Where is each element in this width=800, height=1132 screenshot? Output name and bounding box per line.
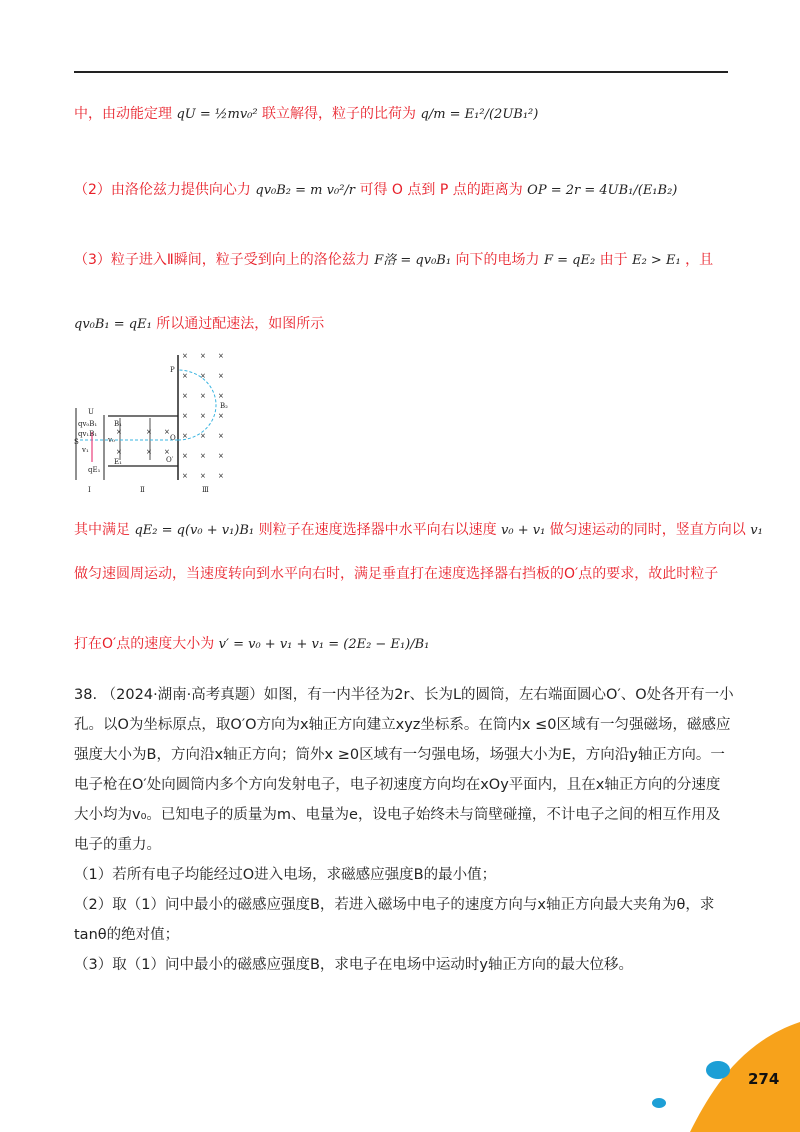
line3-eq2: F = qE₂ bbox=[543, 253, 596, 268]
solution-line-1 bbox=[74, 104, 538, 125]
svg-text:×: × bbox=[146, 428, 152, 436]
line2-eq1: qv₀B₂ = m v₀²/r bbox=[255, 183, 355, 198]
svg-text:×: × bbox=[218, 412, 224, 420]
fig-label-S: S bbox=[74, 438, 79, 446]
svg-text:×: × bbox=[164, 428, 170, 436]
question-stem: 38. （2024·湖南·高考真题）如图，有一内半径为2r、长为L的圆筒，左右端面圆心O′、O处各开有一小孔。以O为坐标原点，取O′O方向为x轴正方向建立xyz坐标系。在筒内x ≤0区域有一匀强磁场，磁感应强度大小为B，方向沿x轴正方向；筒外x ≥0区域有一匀强电场，场强大小为E，方向沿y轴正方向。一电子枪在O′处向圆筒内多个方向发射电子，电子初速度方向均在xOy平面内，且在x轴正方向的分速度大小均为v₀。已知电子的质量为m、电量为e，设电子始终未与筒壁碰撞，不计电子之间的相互作用及电子的重力。 bbox=[74, 687, 734, 853]
svg-text:×: × bbox=[200, 472, 206, 480]
velocity-selector-figure bbox=[74, 350, 244, 495]
line2-eq2: OP = 2r = 4UB₁/(E₁B₂) bbox=[527, 183, 678, 198]
svg-text:×: × bbox=[218, 352, 224, 360]
line1-eq2: q/m = E₁²/(2UB₁²) bbox=[420, 107, 539, 122]
line2-mid: 可得 O 点到 P 点的距离为 bbox=[359, 182, 523, 198]
line1-eq1: qU = ½mv₀² bbox=[176, 107, 258, 122]
svg-text:×: × bbox=[200, 372, 206, 380]
line7-prefix: 打在O′点的速度大小为 bbox=[74, 636, 215, 652]
page-corner-decoration bbox=[680, 1022, 800, 1132]
solution-line-3 bbox=[74, 250, 713, 271]
line7-eq1: v′ = v₀ + v₁ + v₁ = (2E₂ − E₁)/B₁ bbox=[218, 637, 430, 652]
fig-label-region-2: Ⅱ bbox=[140, 486, 145, 494]
fig-label-qE1: qE₁ bbox=[88, 466, 101, 474]
svg-text:×: × bbox=[182, 472, 188, 480]
question-part-1: （1）若所有电子均能经过O进入电场，求磁感应强度B的最小值； bbox=[74, 867, 497, 883]
fig-label-qv0B1: qv₀B₁ bbox=[78, 420, 98, 428]
fig-label-qv1B1: qv₁B₁ bbox=[78, 430, 98, 438]
solution-line-7 bbox=[74, 634, 429, 655]
svg-text:×: × bbox=[200, 392, 206, 400]
page-number: 274 bbox=[748, 1070, 780, 1088]
svg-text:×: × bbox=[182, 412, 188, 420]
solution-line-5 bbox=[74, 520, 763, 541]
line2-prefix: （2）由洛伦兹力提供向心力 bbox=[74, 182, 251, 198]
solution-line-2 bbox=[74, 180, 677, 201]
fig-label-region-3: Ⅲ bbox=[202, 486, 209, 494]
question-part-3: （3）取（1）问中最小的磁感应强度B，求电子在电场中运动时y轴正方向的最大位移。 bbox=[74, 957, 633, 973]
fig-label-v0: v₀ bbox=[108, 436, 115, 444]
svg-text:×: × bbox=[218, 472, 224, 480]
question-part-2: （2）取（1）问中最小的磁感应强度B，若进入磁场中电子的速度方向与x轴正方向最大夹角为θ，求tanθ的绝对值； bbox=[74, 897, 715, 943]
svg-text:×: × bbox=[182, 352, 188, 360]
svg-text:×: × bbox=[200, 352, 206, 360]
line1-prefix: 中，由动能定理 bbox=[74, 106, 172, 122]
line5-mid: 则粒子在速度选择器中水平向右以速度 bbox=[258, 522, 497, 538]
svg-text:×: × bbox=[218, 432, 224, 440]
svg-text:×: × bbox=[146, 448, 152, 456]
svg-text:×: × bbox=[182, 432, 188, 440]
line5-eq3: v₁ bbox=[750, 523, 763, 538]
corner-blue-dot-small-2 bbox=[652, 1098, 666, 1108]
svg-text:×: × bbox=[164, 448, 170, 456]
line3-eq3: E₂ > E₁ bbox=[632, 253, 681, 268]
svg-text:×: × bbox=[200, 452, 206, 460]
svg-text:×: × bbox=[218, 452, 224, 460]
svg-text:×: × bbox=[116, 428, 122, 436]
line5-eq2: v₀ + v₁ bbox=[501, 523, 546, 538]
fig-label-E1: E₁ bbox=[114, 458, 122, 466]
svg-text:×: × bbox=[218, 392, 224, 400]
fig-label-O-prime: O′ bbox=[166, 456, 174, 464]
line5-eq1: qE₂ = q(v₀ + v₁)B₁ bbox=[134, 523, 255, 538]
line1-mid: 联立解得，粒子的比荷为 bbox=[262, 106, 417, 122]
line3-mid2: 由于 bbox=[599, 252, 628, 268]
line5-prefix: 其中满足 bbox=[74, 522, 130, 538]
line3-eq1: F洛 = qv₀B₁ bbox=[374, 253, 452, 268]
line4-eq1: qv₀B₁ = qE₁ bbox=[74, 317, 152, 332]
fig-label-O: O bbox=[170, 434, 176, 442]
svg-text:×: × bbox=[200, 412, 206, 420]
svg-text:×: × bbox=[182, 392, 188, 400]
solution-line-6: 做匀速圆周运动，当速度转向到水平向右时，满足垂直打在速度选择器右挡板的O′点的要求，故此时粒子 bbox=[74, 566, 719, 582]
svg-text:×: × bbox=[200, 432, 206, 440]
fig-label-region-1: Ⅰ bbox=[88, 486, 91, 494]
svg-text:×: × bbox=[182, 372, 188, 380]
fig-label-B2: B₂ bbox=[220, 402, 228, 410]
line3-end: ，且 bbox=[685, 252, 714, 268]
line3-mid: 向下的电场力 bbox=[455, 252, 540, 268]
line5-mid2: 做匀速运动的同时，竖直方向以 bbox=[549, 522, 746, 538]
svg-text:×: × bbox=[116, 448, 122, 456]
fig-label-B1: B₁ bbox=[114, 420, 122, 428]
corner-blue-dot-large bbox=[706, 1061, 730, 1079]
fig-label-P: P bbox=[170, 366, 175, 374]
header-rule bbox=[74, 71, 728, 73]
line3-prefix: （3）粒子进入Ⅱ瞬间，粒子受到向上的洛伦兹力 bbox=[74, 252, 370, 268]
line4-text: 所以通过配速法，如图所示 bbox=[156, 316, 325, 332]
fig-label-v1: v₁ bbox=[82, 446, 89, 454]
solution-line-4 bbox=[74, 314, 324, 335]
question-38 bbox=[74, 680, 734, 980]
svg-text:×: × bbox=[218, 372, 224, 380]
fig-label-U: U bbox=[88, 408, 94, 416]
svg-text:×: × bbox=[182, 452, 188, 460]
